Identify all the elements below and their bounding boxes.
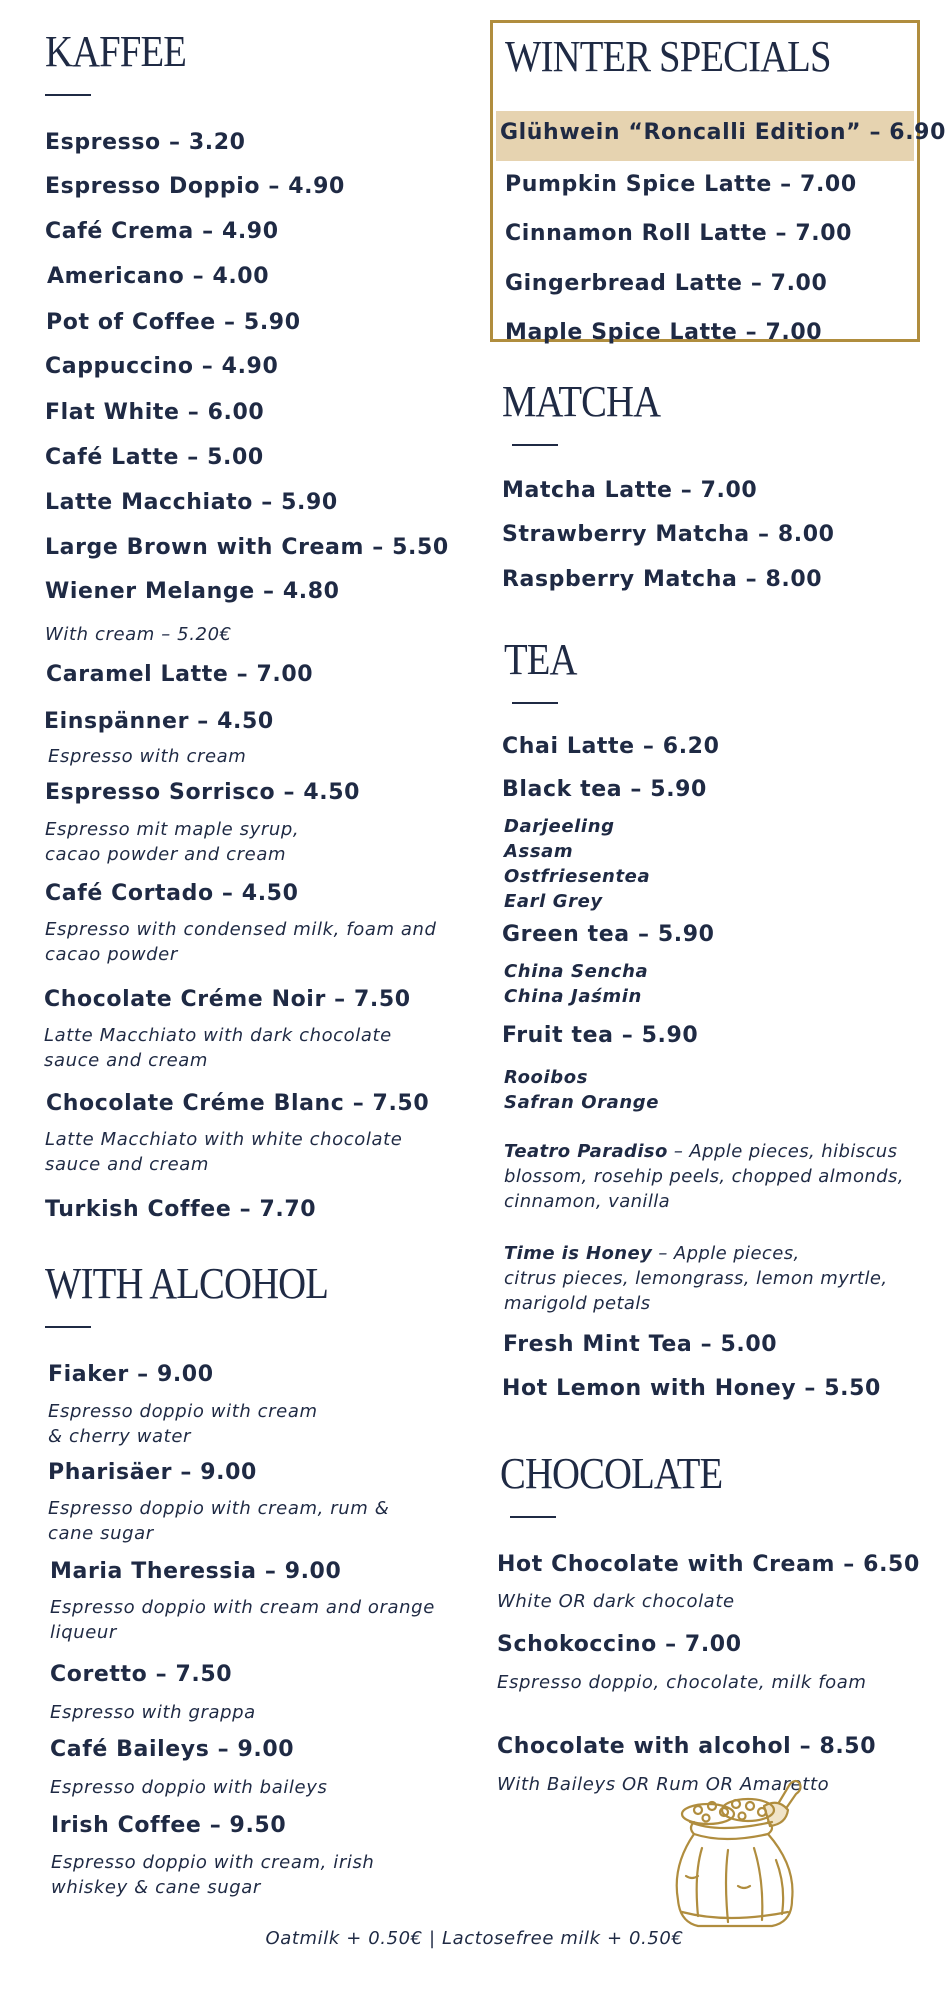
menu-item-desc: Espresso doppio, chocolate, milk foam (497, 1672, 867, 1693)
tea-blend-teatro-paradiso (504, 1139, 944, 1214)
menu-item-fruit-tea: Fruit tea – 5.90 (502, 1023, 699, 1048)
menu-item-einspanner: Einspänner – 4.50 (44, 709, 274, 734)
menu-item-wiener-melange: Wiener Melange – 4.80 (45, 579, 340, 604)
menu-item-cinnamon-roll-latte: Cinnamon Roll Latte – 7.00 (505, 221, 853, 246)
menu-item-desc: White OR dark chocolate (497, 1591, 735, 1612)
menu-item-desc: Espresso doppio with cream, rum & cane sugar (48, 1498, 390, 1544)
menu-item-espresso-doppio: Espresso Doppio – 4.90 (45, 174, 345, 199)
tea-blend-time-is-honey (504, 1241, 944, 1316)
menu-item-gluhwein: Glühwein “Roncalli Edition” – 6.90 (500, 120, 946, 145)
menu-item-strawberry-matcha: Strawberry Matcha – 8.00 (502, 522, 835, 547)
blend-desc: – Apple pieces, hibiscus blossom, rosehip peels, chopped almonds, cinnamon, vanilla (504, 1141, 904, 1212)
menu-item-chocolate-creme-noir: Chocolate Créme Noir – 7.50 (44, 987, 411, 1012)
menu-item-flat-white: Flat White – 6.00 (45, 400, 265, 425)
menu-item-pot-of-coffee: Pot of Coffee – 5.90 (46, 310, 301, 335)
with-alcohol-divider (45, 1326, 91, 1328)
kaffee-divider (45, 94, 91, 96)
menu-item-black-tea: Black tea – 5.90 (502, 777, 707, 802)
menu-item-fresh-mint-tea: Fresh Mint Tea – 5.00 (503, 1332, 778, 1357)
menu-item-desc: Espresso doppio with cream, irish whiskey & cane sugar (51, 1852, 375, 1898)
blend-name: Time is Honey (504, 1243, 653, 1264)
menu-item-irish-coffee: Irish Coffee – 9.50 (51, 1813, 287, 1838)
menu-item-fiaker: Fiaker – 9.00 (48, 1362, 214, 1387)
footer-milk-options: Oatmilk + 0.50€ | Lactosefree milk + 0.50€ (265, 1928, 684, 1949)
menu-item-turkish-coffee: Turkish Coffee – 7.70 (45, 1197, 317, 1222)
menu-item-matcha-latte: Matcha Latte – 7.00 (502, 478, 758, 503)
menu-item-cafe-latte: Café Latte – 5.00 (45, 445, 264, 470)
winter-specials-heading: WINTER SPECIALS (505, 32, 831, 81)
menu-item-pumpkin-spice-latte: Pumpkin Spice Latte – 7.00 (505, 172, 857, 197)
menu-item-hot-chocolate: Hot Chocolate with Cream – 6.50 (497, 1552, 920, 1577)
menu-item-schokoccino: Schokoccino – 7.00 (497, 1632, 742, 1657)
matcha-divider (512, 444, 558, 446)
menu-item-desc: Espresso doppio with baileys (50, 1777, 328, 1798)
menu-item-caramel-latte: Caramel Latte – 7.00 (46, 662, 314, 687)
menu-item-espresso: Espresso – 3.20 (45, 130, 246, 155)
menu-item-desc: Espresso with condensed milk, foam and cacao powder (45, 919, 437, 965)
coffee-sack-icon (668, 1776, 828, 1936)
tea-divider (512, 702, 558, 704)
kaffee-section (45, 27, 205, 96)
menu-item-desc: Espresso with grappa (50, 1702, 256, 1723)
menu-item-green-tea: Green tea – 5.90 (502, 922, 715, 947)
menu-item-desc: Latte Macchiato with white chocolate sauce and cream (45, 1129, 403, 1175)
menu-item-desc: Latte Macchiato with dark chocolate sauce and cream (44, 1025, 392, 1071)
menu-item-desc: Espresso with cream (48, 746, 247, 767)
menu-item-pharisaer: Pharisäer – 9.00 (48, 1460, 257, 1485)
kaffee-heading: KAFFEE (45, 27, 187, 76)
with-alcohol-section (45, 1259, 367, 1328)
menu-item-desc: With Baileys OR Rum OR Amaretto (497, 1774, 830, 1795)
menu-item-gingerbread-latte: Gingerbread Latte – 7.00 (505, 271, 828, 296)
menu-item-maple-spice-latte: Maple Spice Latte – 7.00 (505, 320, 823, 345)
menu-item-desc: Espresso doppio with cream & cherry water (48, 1401, 318, 1447)
menu-item-chocolate-with-alcohol: Chocolate with alcohol – 8.50 (497, 1734, 877, 1759)
menu-item-desc: Espresso mit maple syrup, cacao powder and cream (45, 819, 300, 865)
with-alcohol-heading: WITH ALCOHOL (45, 1259, 329, 1308)
matcha-heading: MATCHA (502, 377, 661, 426)
winter-specials-box (490, 20, 946, 345)
menu-item-coretto: Coretto – 7.50 (50, 1662, 233, 1687)
menu-item-cafe-crema: Café Crema – 4.90 (45, 219, 279, 244)
tea-heading: TEA (504, 635, 577, 684)
menu-item-latte-macchiato: Latte Macchiato – 5.90 (45, 490, 338, 515)
menu-item-desc: Espresso doppio with cream and orange liqueur (50, 1597, 435, 1643)
black-tea-varieties: Darjeeling Assam Ostfriesentea Earl Grey (504, 816, 651, 912)
menu-item-americano: Americano – 4.00 (47, 264, 270, 289)
menu-item-hot-lemon: Hot Lemon with Honey – 5.50 (502, 1376, 881, 1401)
menu-item-maria-theressia: Maria Theressia – 9.00 (50, 1559, 342, 1584)
menu-item-cappuccino: Cappuccino – 4.90 (45, 354, 279, 379)
menu-item-raspberry-matcha: Raspberry Matcha – 8.00 (502, 567, 823, 592)
fruit-tea-varieties: Rooibos Safran Orange (504, 1067, 660, 1113)
chocolate-heading: CHOCOLATE (500, 1449, 723, 1498)
chocolate-section (500, 1449, 753, 1518)
blend-desc: – Apple pieces, citrus pieces, lemongrass, lemon myrtle, marigold petals (504, 1243, 888, 1314)
menu-item-chai-latte: Chai Latte – 6.20 (502, 734, 720, 759)
chocolate-divider (510, 1516, 556, 1518)
menu-item-chocolate-creme-blanc: Chocolate Créme Blanc – 7.50 (46, 1091, 430, 1116)
green-tea-varieties: China Sencha China Jaśmin (504, 961, 649, 1007)
matcha-section (502, 377, 682, 446)
menu-item-desc: With cream – 5.20€ (45, 624, 232, 645)
menu-item-large-brown: Large Brown with Cream – 5.50 (45, 535, 449, 560)
blend-name: Teatro Paradiso (504, 1141, 668, 1162)
menu-item-cafe-baileys: Café Baileys – 9.00 (50, 1737, 295, 1762)
menu-item-cafe-cortado: Café Cortado – 4.50 (45, 881, 299, 906)
menu-item-espresso-sorrisco: Espresso Sorrisco – 4.50 (45, 780, 361, 805)
tea-section (504, 635, 587, 704)
